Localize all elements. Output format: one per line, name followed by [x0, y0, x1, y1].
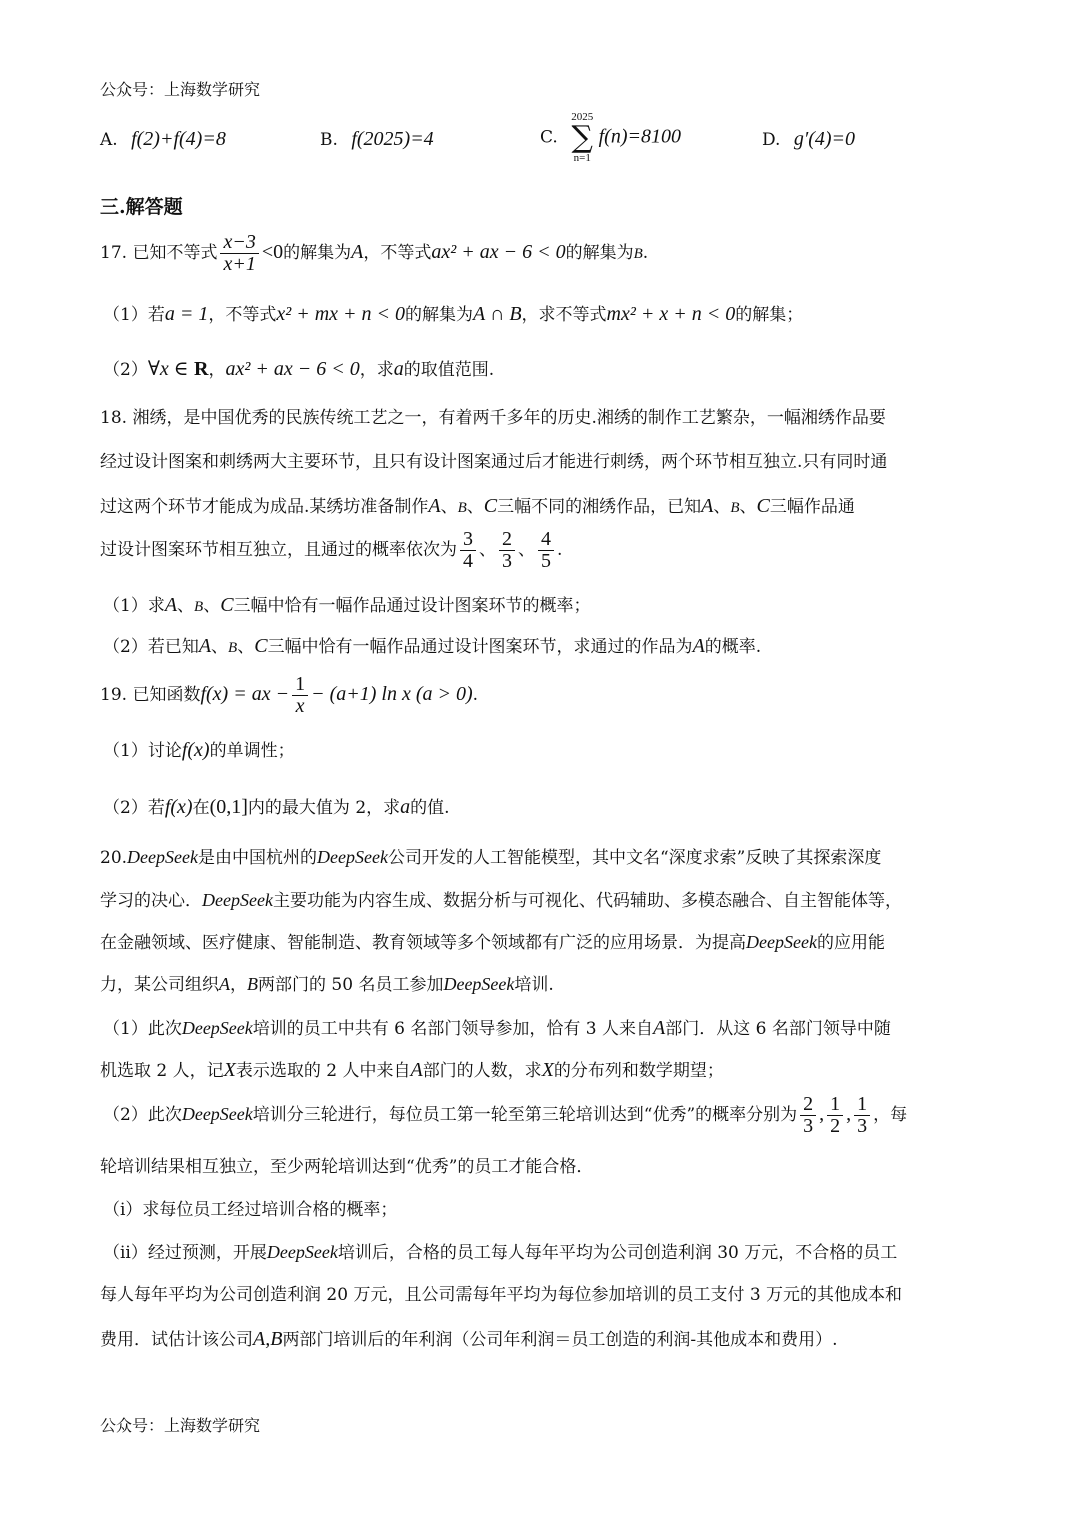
q20-line4	[100, 974, 554, 996]
option-d-expr: g′(4)=0	[793, 128, 856, 150]
q17-p1-ineq2: mx² + x + n < 0	[606, 303, 736, 325]
q17-p1-a: a = 1	[164, 303, 209, 325]
q18-text: 三幅不同的湘绣作品，已知	[497, 497, 702, 517]
deepseek-term: DeepSeek	[127, 847, 198, 867]
q20-p1-text: 部门．从这 6 名部门领导中随	[665, 1019, 891, 1039]
q20-p1-text: 的分布列和数学期望；	[553, 1061, 724, 1081]
q17-p2-reals: R	[194, 358, 209, 380]
q20-p2-text: 培训分三轮进行，每位员工第一轮至第三轮培训达到“优秀”的概率分别为	[252, 1105, 798, 1125]
option-a-expr: f(2)+f(4)=8	[131, 128, 226, 150]
q20-text: 两部门的 50 名员工参加	[258, 975, 444, 995]
q20-p2-text: ，每	[873, 1105, 908, 1125]
q17-text: .	[642, 243, 649, 263]
q20-part2-line2: 轮培训结果相互独立，至少两轮培训达到“优秀”的员工才能合格．	[100, 1157, 594, 1177]
q17-p1-text: ，不等式	[208, 305, 277, 325]
q18-var: A	[701, 495, 714, 517]
q20-var: A	[219, 974, 230, 994]
q18-sep: 、	[466, 497, 484, 517]
q17-p2-a: a	[393, 358, 404, 380]
option-c-label: C.	[540, 127, 558, 148]
q20-var: X	[541, 1059, 554, 1081]
q20-line1	[100, 847, 881, 869]
q20-line2	[100, 890, 902, 912]
q20-var: A,B	[253, 1328, 283, 1350]
q20-fraction-1	[800, 1094, 816, 1137]
frac-numerator: 1	[854, 1094, 870, 1116]
q18-fraction-1	[460, 529, 476, 572]
q19-text: .	[472, 685, 479, 705]
q19-interval: (0,1]	[209, 796, 248, 818]
q17-number: 17.	[100, 243, 128, 263]
q20-p1-text: （1）此次	[103, 1019, 182, 1039]
q19-p2-text: 内的最大值为 2，求	[247, 798, 401, 818]
frac-denominator: 3	[803, 1115, 814, 1137]
q20-var: A	[410, 1059, 423, 1081]
frac-numerator: 2	[499, 529, 515, 551]
q17-inequality: ax² + ax − 6 < 0	[431, 241, 566, 263]
q18-line1: 18. 湘绣，是中国优秀的民族传统工艺之一，有着两千多年的历史.湘绣的制作工艺繁杂，一幅湘绣作品要	[100, 408, 886, 428]
q19-stem	[100, 674, 478, 717]
q18-fraction-3	[538, 529, 554, 572]
q20-pii-text: 培训后，合格的员工每人每年平均为公司创造利润 30 万元，不合格的员工	[337, 1243, 898, 1263]
q20-p1-text: 机选取 2 人，记	[100, 1061, 224, 1081]
q17-p1-text: ，求不等式	[521, 305, 607, 325]
q20-text: 培训.	[514, 975, 554, 995]
q18-p2-text: 的概率.	[704, 637, 762, 657]
q18-part2	[103, 634, 761, 658]
q17-p1-intersection: A ∩ B	[473, 303, 522, 325]
option-a-label: A.	[100, 130, 118, 150]
option-d	[762, 128, 855, 151]
q20-pii-text: （ii）经过预测，开展	[103, 1243, 267, 1263]
q17-fraction	[220, 232, 258, 275]
q18-sep: 、	[739, 497, 757, 517]
q17-p2-text: ，	[208, 360, 226, 380]
q17-text: 的解集为	[565, 243, 634, 263]
q20-sep: ,	[819, 1103, 825, 1125]
q18-line2: 经过设计图案和刺绣两大主要环节，且只有设计图案通过后才能进行刺绣，两个环节相互独立.只有同时通	[100, 452, 888, 472]
q18-p1-text: （1）求	[103, 596, 165, 616]
q19-function-rest: − (a+1) ln x (a > 0)	[311, 683, 473, 705]
q18-var: B	[730, 500, 740, 516]
q18-var: B	[457, 500, 467, 516]
q17-text: 已知不等式	[132, 243, 218, 263]
q19-text: 19. 已知函数	[100, 685, 201, 705]
q18-var: A	[428, 495, 441, 517]
frac-denominator: x	[295, 695, 305, 717]
q18-var: C	[220, 594, 234, 616]
q17-set-a: A	[351, 241, 364, 263]
q17-p2-text: 的取值范围.	[403, 360, 495, 380]
q18-sep: 、	[518, 540, 535, 560]
q20-p1-text: 培训的员工中共有 6 名部门领导参加，恰有 3 人来自	[252, 1019, 654, 1039]
q17-stem	[100, 232, 648, 275]
q20-part2-line1	[103, 1094, 907, 1137]
q18-p2-text: （2）若已知	[103, 637, 199, 657]
q18-sep: 、	[177, 596, 195, 616]
sum-upper-limit: 2025	[571, 111, 594, 123]
q17-p2-label: （2）	[103, 360, 148, 380]
q20-fraction-3	[854, 1094, 870, 1137]
q17-lt-zero: <0	[261, 241, 284, 263]
q20-text: 主要功能为内容生成、数据分析与可视化、代码辅助、多模态融合、自主智能体等，	[272, 891, 902, 911]
q20-var: A	[653, 1017, 666, 1039]
q18-text: 过设计图案环节相互独立，且通过的概率依次为	[100, 540, 457, 560]
q18-var: B	[228, 640, 238, 656]
q18-var: A	[198, 635, 212, 657]
frac-denominator: 5	[541, 550, 551, 572]
q18-sep: 、	[203, 596, 221, 616]
deepseek-term: DeepSeek	[266, 1242, 338, 1262]
q18-var: C	[483, 495, 498, 517]
q17-frac-denominator: x+1	[223, 253, 256, 275]
q18-var: B	[194, 599, 204, 615]
q20-text: 是由中国杭州的	[198, 848, 317, 868]
q18-text: .	[557, 540, 563, 560]
option-c	[540, 112, 681, 164]
sigma-icon: ∑	[571, 120, 593, 155]
q18-sep: 、	[713, 497, 731, 517]
q20-var: B	[247, 974, 258, 994]
q17-part2	[103, 357, 494, 381]
q20-text: 的应用能	[816, 933, 885, 953]
q18-line4	[100, 529, 562, 572]
q18-text: 过这两个环节才能成为成品.某绣坊准备制作	[100, 497, 429, 517]
option-c-expr: f(n)=8100	[598, 125, 681, 148]
q20-part-ii-line2: 每人每年平均为公司创造利润 20 万元，且公司需每年平均为每位参加培训的员工支付 3 万元的其他成本和	[100, 1285, 903, 1305]
q20-text: 公司开发的人工智能模型，其中文名“深度求索”反映了其探索深度	[387, 848, 882, 868]
q19-fraction	[292, 674, 308, 717]
q20-part1-line2	[100, 1058, 724, 1082]
frac-numerator: 2	[800, 1094, 816, 1116]
q20-p1-text: 部门的人数，求	[422, 1061, 542, 1081]
q17-p1-ineq1: x² + mx + n < 0	[276, 303, 406, 325]
q20-part-ii-line1	[103, 1242, 897, 1264]
option-b-label: B.	[320, 130, 338, 150]
q20-var: X	[223, 1059, 236, 1081]
sum-lower-limit: n=1	[573, 152, 591, 164]
deepseek-term: DeepSeek	[746, 932, 817, 952]
header-watermark: 公众号：上海数学研究	[100, 80, 261, 99]
q17-p1-label: （1）若	[103, 305, 165, 325]
q20-number: 20.	[100, 848, 128, 868]
frac-denominator: 3	[857, 1115, 868, 1137]
footer-watermark: 公众号：上海数学研究	[100, 1416, 261, 1435]
option-b-expr: f(2025)=4	[351, 128, 434, 150]
q20-text: ，	[230, 975, 247, 995]
q20-fraction-2	[827, 1094, 843, 1137]
q20-text: 在金融领域、医疗健康、智能制造、教育领域等多个领域都有广泛的应用场景．为提高	[100, 933, 746, 953]
frac-numerator: 4	[538, 529, 554, 551]
frac-numerator: 1	[827, 1094, 843, 1116]
q20-sep: ,	[846, 1103, 852, 1125]
deepseek-term: DeepSeek	[317, 847, 388, 867]
q19-p1-text: （1）讨论	[103, 741, 182, 761]
q18-part1	[103, 593, 591, 617]
q18-sep: 、	[479, 540, 496, 560]
q20-line3	[100, 932, 885, 954]
q17-p2-forall: ∀x ∈	[147, 358, 189, 380]
frac-denominator: 4	[463, 550, 473, 572]
q19-fx: f(x)	[164, 796, 193, 818]
summation-sign	[571, 112, 593, 164]
q18-fraction-2	[499, 529, 515, 572]
q18-var: C	[756, 495, 770, 517]
option-d-label: D.	[762, 130, 781, 150]
q20-p1-text: 表示选取的 2 人中来自	[235, 1061, 411, 1081]
q20-p2-text: （2）此次	[103, 1105, 182, 1125]
deepseek-term: DeepSeek	[181, 1104, 253, 1124]
q18-var: A	[692, 635, 705, 657]
frac-numerator: 3	[460, 529, 476, 551]
q20-part1-line1	[103, 1016, 891, 1040]
q18-text: 三幅作品通	[769, 497, 855, 517]
q18-sep: 、	[237, 637, 255, 657]
frac-denominator: 2	[830, 1115, 841, 1137]
q20-text: 学习的决心．	[100, 891, 202, 911]
q17-p1-text: 的解集；	[735, 305, 804, 325]
q17-p2-inequality: ax² + ax − 6 < 0	[225, 358, 360, 380]
q18-var: C	[254, 635, 268, 657]
q17-text: ，不等式	[363, 243, 432, 263]
q18-p2-text: 三幅中恰有一幅作品通过设计图案环节，求通过的作品为	[267, 637, 693, 657]
q19-fx: f(x)	[181, 739, 210, 761]
q18-var: A	[164, 594, 178, 616]
q18-p1-text: 三幅中恰有一幅作品通过设计图案环节的概率；	[233, 596, 591, 616]
q18-sep: 、	[440, 497, 458, 517]
q19-function: f(x) = ax −	[200, 683, 290, 705]
frac-denominator: 3	[502, 550, 512, 572]
q19-p2-text: 的值.	[410, 798, 450, 818]
q17-frac-numerator: x−3	[220, 232, 258, 254]
q20-pii-text: 费用．试估计该公司	[100, 1330, 253, 1350]
q19-p2-text: （2）若	[103, 798, 165, 818]
option-b	[320, 128, 434, 151]
q17-p2-text: ，求	[359, 360, 394, 380]
q19-var: a	[400, 796, 411, 818]
q18-line3	[100, 494, 855, 518]
q18-sep: 、	[211, 637, 229, 657]
q20-pii-text: 两部门培训后的年利润（公司年利润＝员工创造的利润-其他成本和费用）.	[282, 1330, 838, 1350]
q17-text: 的解集为	[283, 243, 352, 263]
section-title: 三.解答题	[100, 196, 183, 218]
option-a	[100, 128, 226, 151]
deepseek-term: DeepSeek	[202, 890, 273, 910]
deepseek-term: DeepSeek	[443, 974, 515, 994]
q19-p1-text: 的单调性；	[209, 741, 295, 761]
frac-numerator: 1	[292, 674, 308, 696]
deepseek-term: DeepSeek	[181, 1018, 253, 1038]
q19-part2	[103, 795, 450, 819]
q20-part-ii-line3	[100, 1327, 838, 1351]
q20-part-i: （i）求每位员工经过培训合格的概率；	[103, 1200, 398, 1220]
q17-part1	[103, 302, 803, 326]
q17-set-b: B	[633, 246, 643, 262]
q20-text: 力，某公司组织	[100, 975, 219, 995]
q17-p1-text: 的解集为	[405, 305, 474, 325]
q19-p2-text: 在	[192, 798, 210, 818]
q19-part1	[103, 738, 295, 762]
